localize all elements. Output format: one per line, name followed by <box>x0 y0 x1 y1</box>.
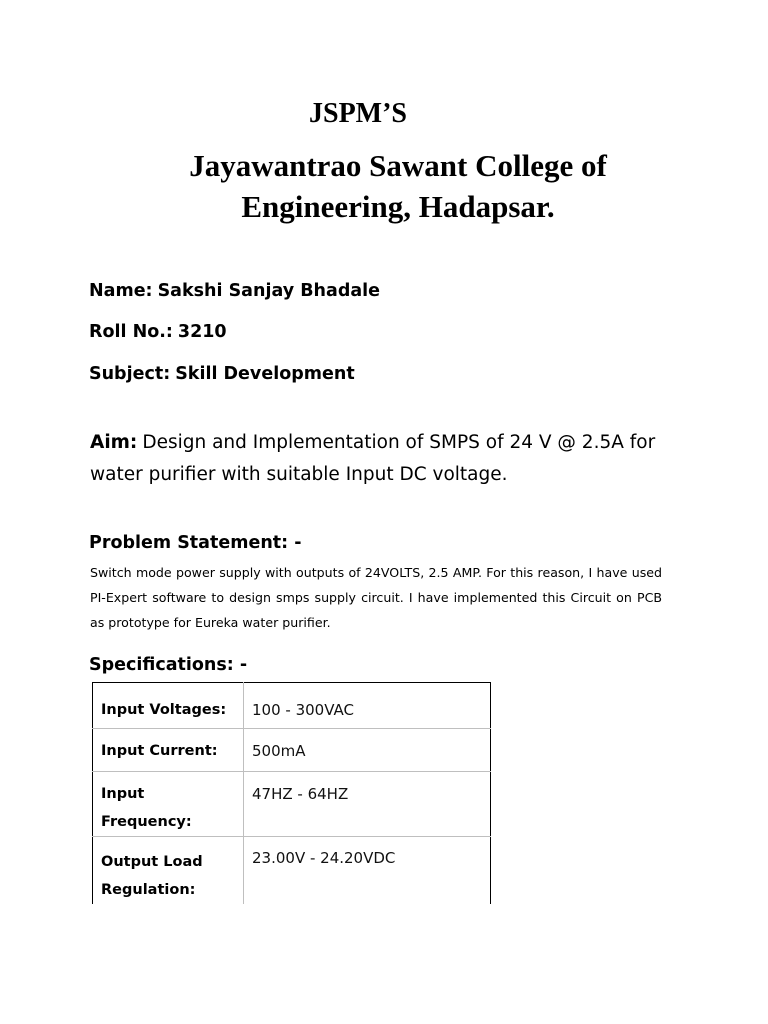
organization-title: JSPM’S <box>309 98 407 129</box>
college-name-line1: Jayawantrao Sawant College of <box>189 148 607 183</box>
aim-text: Design and Implementation of SMPS of 24 V @ 2.5A for water purifier with suitable Input DC voltage. <box>90 432 656 485</box>
spec-value-cell <box>244 772 491 837</box>
spec-label-cell <box>93 683 244 729</box>
spec-row <box>93 772 491 837</box>
specifications-table <box>92 682 491 904</box>
aim-paragraph <box>90 427 680 491</box>
spec-label: Input Current: <box>101 743 218 759</box>
spec-label-cell <box>93 837 244 905</box>
spec-label: Input Frequency: <box>101 786 192 830</box>
spec-value-cell <box>244 837 491 905</box>
spec-value: 23.00V - 24.20VDC <box>252 849 396 867</box>
spec-value-cell <box>244 729 491 772</box>
spec-row <box>93 683 491 729</box>
college-name-line2: Engineering, Hadapsar. <box>241 189 555 224</box>
roll-number-value: 3210 <box>177 322 227 342</box>
aim-label: Aim: <box>90 432 138 453</box>
roll-number <box>89 319 227 345</box>
problem-statement-heading: Problem Statement: - <box>89 533 302 553</box>
spec-value: 100 - 300VAC <box>252 701 354 719</box>
college-name <box>120 145 676 227</box>
spec-row <box>93 837 491 905</box>
subject-label: Subject: <box>89 364 171 384</box>
specifications-heading: Specifications: - <box>89 655 248 675</box>
student-name-label: Name: <box>89 281 153 301</box>
spec-value: 47HZ - 64HZ <box>252 785 349 803</box>
spec-label: Output Load Regulation: <box>101 854 203 898</box>
subject <box>89 361 355 387</box>
spec-row <box>93 729 491 772</box>
spec-value-cell <box>244 683 491 729</box>
problem-statement-text: Switch mode power supply with outputs of 24VOLTS, 2.5 AMP. For this reason, I have used PI-Expert software to design smps supply circuit. I have implemented this Circuit on PCB as prototype for Eureka water purifier. <box>90 565 662 630</box>
spec-label-cell <box>93 729 244 772</box>
student-name-value: Sakshi Sanjay Bhadale <box>157 281 381 301</box>
spec-label: Input Voltages: <box>101 702 227 718</box>
subject-value: Skill Development <box>175 364 355 384</box>
spec-value: 500mA <box>252 742 306 760</box>
student-name <box>89 278 380 304</box>
spec-label-cell <box>93 772 244 837</box>
roll-number-label: Roll No.: <box>89 322 173 342</box>
